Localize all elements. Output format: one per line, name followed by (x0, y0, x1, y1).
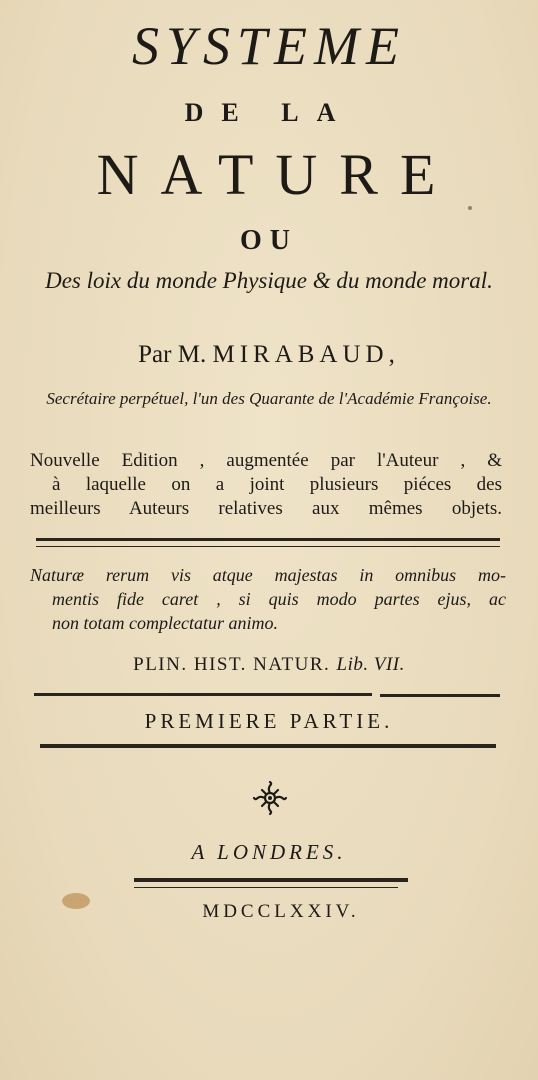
rule-above-part-right (380, 694, 500, 697)
edition-line-3: meilleurs Auteurs relatives aux mêmes objets. (30, 498, 502, 519)
title-line-4: OU (240, 225, 298, 256)
epigraph-line-1: Naturæ rerum vis atque majestas in omnibus mo- (30, 565, 506, 585)
title-line-3: NATURE (96, 142, 458, 207)
foxing-stain (62, 893, 90, 909)
rule-above-date-thick (134, 878, 408, 882)
edition-line-2: à laquelle on a joint plusieurs piéces des (52, 474, 502, 495)
author-title: Secrétaire perpétuel, l'un des Quarante de l'Académie Françoise. (46, 389, 492, 408)
imprint-place: A LONDRES. (191, 840, 347, 864)
edition-note (30, 449, 502, 521)
citation-reference: Lib. VII. (336, 654, 405, 675)
author-name: MIRABAUD, (212, 341, 400, 368)
rule-below-part (40, 744, 496, 748)
epigraph-citation (0, 652, 538, 678)
double-rule-top (36, 538, 500, 541)
citation-source: PLIN. HIST. NATUR. (133, 654, 331, 675)
part-heading: PREMIERE PARTIE. (144, 709, 394, 733)
imprint-date: MDCCLXXIV. (202, 901, 360, 922)
foxing-stain-small (468, 206, 472, 210)
title-line-2: DE LA (184, 98, 354, 127)
rule-above-part-left (34, 693, 372, 696)
title-line-1: SYSTEME (131, 16, 407, 76)
double-rule-bottom (36, 546, 500, 547)
epigraph-line-2: mentis fide caret , si quis modo partes ejus, ac (52, 589, 506, 609)
subtitle: Des loix du monde Physique & du monde moral. (45, 268, 493, 293)
printer-fleuron-icon (252, 780, 288, 816)
epigraph-line-3: non totam complectatur animo. (52, 613, 278, 633)
epigraph (30, 563, 506, 635)
author-line (0, 338, 538, 372)
edition-line-1: Nouvelle Edition , augmentée par l'Auteur , & (30, 450, 502, 471)
author-prefix: Par M. (138, 341, 207, 368)
rule-above-date-thin (134, 887, 398, 888)
